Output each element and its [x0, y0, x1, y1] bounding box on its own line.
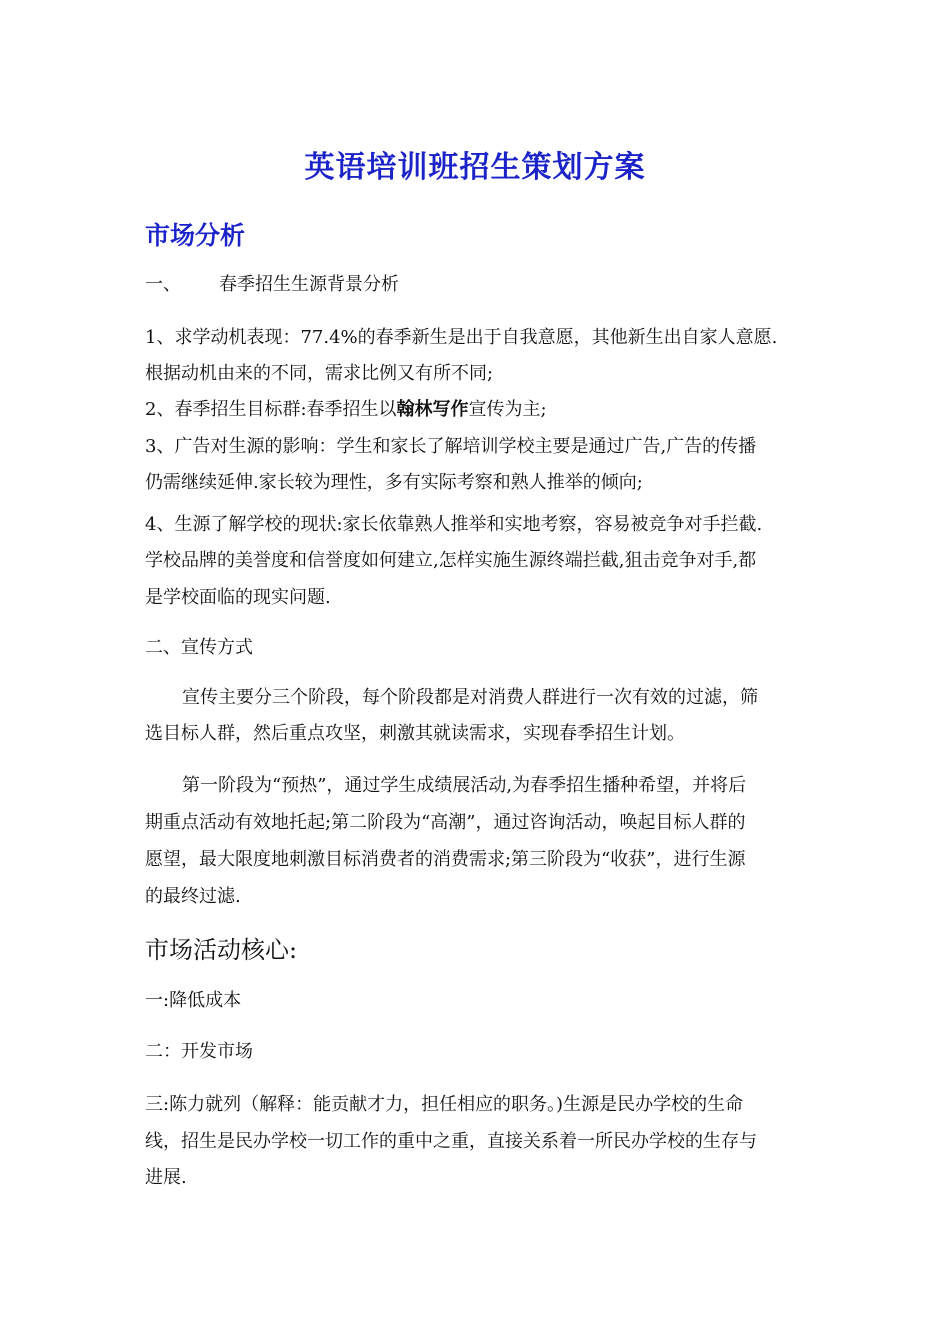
paragraph-2 — [145, 392, 810, 428]
list-item-1: 一:降低成本 — [145, 990, 242, 1011]
paragraph-4-line-3: 是学校面临的现实问题. — [145, 587, 331, 608]
section-heading-activity-core: 市场活动核心: — [145, 936, 298, 964]
paragraph-5-line-2: 选目标人群，然后重点攻坚，刺激其就读需求，实现春季招生计划。 — [145, 723, 685, 744]
subheading-number: 一、 — [145, 274, 181, 295]
paragraph-6-line-4: 的最终过滤. — [145, 886, 241, 907]
subheading-spring-enrollment — [145, 267, 810, 303]
paragraph-2-bold: 翰林写作 — [396, 399, 469, 420]
paragraph-4-line-2: 学校品牌的美誉度和信誉度如何建立,怎样实施生源终端拦截,狙击竞争对手,都 — [145, 550, 757, 571]
list-item-2: 二：开发市场 — [145, 1041, 253, 1062]
paragraph-3-line-1: 3、广告对生源的影响：学生和家长了解培训学校主要是通过广告,广告的传播 — [145, 436, 757, 457]
paragraph-6-line-3: 愿望，最大限度地刺激目标消费者的消费需求;第三阶段为“收获”，进行生源 — [145, 849, 746, 870]
paragraph-4-line-1: 4、生源了解学校的现状:家长依靠熟人推举和实地考察，容易被竞争对手拦截. — [145, 514, 763, 535]
paragraph-6-line-1: 第一阶段为“预热”，通过学生成绩展活动,为春季招生播种希望，并将后 — [182, 775, 747, 796]
paragraph-6-line-2: 期重点活动有效地托起;第二阶段为“高潮”，通过咨询活动，唤起目标人群的 — [145, 812, 746, 833]
paragraph-1-line-1: 1、求学动机表现：77.4%的春季新生是出于自我意愿，其他新生出自家人意愿. — [145, 327, 778, 348]
list-item-3-line-3: 进展. — [145, 1167, 187, 1188]
list-item-3-line-2: 线，招生是民办学校一切工作的重中之重，直接关系着一所民办学校的生存与 — [145, 1131, 757, 1152]
paragraph-2-before: 2、春季招生目标群:春季招生以 — [145, 399, 397, 420]
paragraph-5-line-1: 宣传主要分三个阶段，每个阶段都是对消费人群进行一次有效的过滤，筛 — [182, 687, 758, 708]
paragraph-1-line-2: 根据动机由来的不同，需求比例又有所不同; — [145, 363, 494, 384]
list-item-3-line-1: 三:陈力就列（解释：能贡献才力，担任相应的职务。)生源是民办学校的生命 — [145, 1094, 744, 1115]
subheading-text: 春季招生生源背景分析 — [219, 274, 399, 295]
paragraph-2-after: 宣传为主; — [468, 399, 547, 420]
section-heading-market-analysis: 市场分析 — [145, 221, 246, 250]
paragraph-3-line-2: 仍需继续延伸.家长较为理性，多有实际考察和熟人推举的倾向; — [145, 472, 643, 493]
subheading-publicity: 二、宣传方式 — [145, 637, 253, 658]
document-title: 英语培训班招生策划方案 — [304, 150, 646, 185]
